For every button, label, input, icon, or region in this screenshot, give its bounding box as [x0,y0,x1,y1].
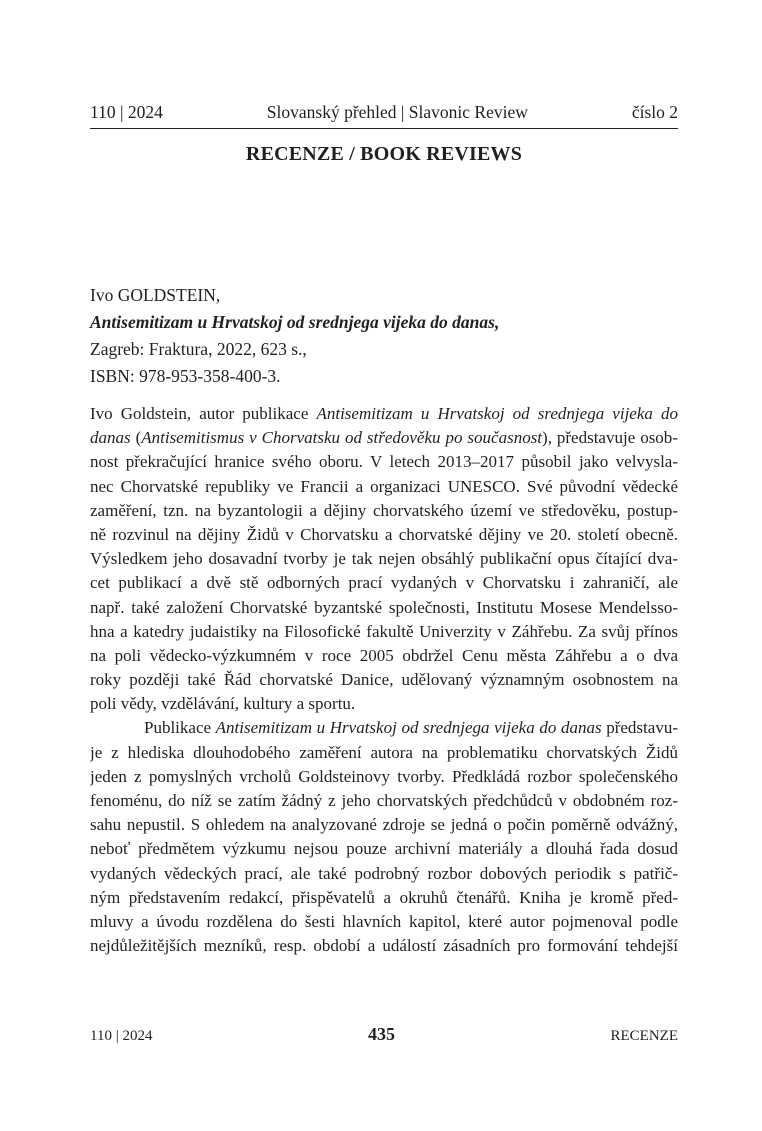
text-line [90,934,678,958]
italic-span: Antisemitismus v Chorvatsku od středověku po současnost [141,428,543,448]
text-line [90,910,678,934]
text-line [90,886,678,910]
book-publisher: Zagreb: Fraktura, 2022, 623 s., [90,339,307,359]
text-line [90,644,678,668]
text-line [90,499,678,523]
section-title: RECENZE / BOOK REVIEWS [245,143,523,165]
text-span: zaměření, tzn. na byzantologii a dějiny chorvatského území ve středověku, postup- [90,500,678,520]
text-line [90,402,678,426]
footer-section: RECENZE [610,1028,678,1044]
text-span: na poli vědecko-výzkumném v roce 2005 obdržel Cenu města Záhřebu a o dva [90,645,678,665]
running-head [90,100,678,129]
text-line [90,668,678,692]
footer-volume: 110 | 2024 [90,1028,153,1044]
text-span: ( [130,428,142,448]
paragraph-1 [90,402,678,716]
text-span: je z hlediska dlouhodobého zaměření autora na problematiku chorvatských Židů [90,742,678,762]
text-span: vydaných vědeckých prací, ale také podrobný rozbor dobových periodik s patřič- [90,863,678,883]
text-line [90,475,678,499]
header-journal: Slovanský přehled | Slavonic Review [266,102,528,122]
text-span: fenoménu, do níž se zatím žádný z jeho chorvatských předchůdců v obdobném roz- [90,791,678,810]
text-span: nost překračující hranice svého oboru. V letech 2013–2017 působil jako velvysla- [90,452,678,472]
text-span: nec Chorvatské republiky ve Francii a organizaci UNESCO. Své původní vědecké [90,476,678,496]
book-author: Ivo GOLDSTEIN, [90,285,221,305]
text-span: ně rozvinul na dějiny Židů v Chorvatsku a chorvatské dějiny ve 20. století obecně. [90,524,678,544]
text-span: představu- [601,718,678,738]
text-line [90,789,678,813]
text-line [90,450,678,474]
text-line [90,620,678,644]
text-span: Publikace [144,718,216,738]
text-line [90,596,678,620]
text-span: jeden z pomyslných vrcholů Goldsteinovy tvorby. Předkládá rozbor společenského [90,766,678,786]
text-line [90,813,678,837]
text-span: hna a katedry judaistiky na Filosofické fakultě Univerzity v Záhřebu. Za svůj přínos [90,621,678,641]
header-issue: číslo 2 [631,102,678,122]
text-span: Výsledkem jeho dosavadní tvorby je tak nejen obsáhlý publikační opus čítající dva- [90,549,678,569]
header-volume: 110 | 2024 [90,102,163,122]
book-isbn: ISBN: 978-953-358-400-3. [90,366,281,386]
italic-span: danas [90,428,131,448]
text-span: ), představuje osob- [542,428,678,448]
text-line [90,523,678,547]
text-line [90,547,678,571]
text-span: Ivo Goldstein, autor publikace [90,404,317,423]
text-line [90,426,678,450]
italic-span: Antisemitizam u Hrvatskoj od srednjega vijeka do danas [215,718,602,738]
text-span: neboť předmětem výzkumu nejsou pouze archivní materiály a dlouhá řada dosud [90,839,678,859]
text-span: např. také založení Chorvatské byzantské společnosti, Institutu Mosese Mendelsso- [90,597,678,617]
text-span: mluvy a úvodu rozdělena do šesti hlavních kapitol, které autor pojmenoval podle [90,911,678,931]
text-line [90,571,678,595]
text-line [90,716,678,740]
text-span: ným představením redakcí, přispěvatelů a okruhů čtenářů. Kniha je kromě před- [90,887,678,907]
text-line [90,837,678,861]
text-span: sahu nepustil. S ohledem na analyzované zdroje se jedná o počin poměrně odvážný, [90,815,678,835]
text-line [90,862,678,886]
text-span: poli vědy, vzdělávání, kultury a sportu. [90,694,356,714]
text-line [90,765,678,789]
review-body [90,402,678,958]
text-line [90,741,678,765]
page-number: 435 [367,1024,395,1044]
text-line [90,692,678,716]
book-title: Antisemitizam u Hrvatskoj od srednjega vijeka do danas, [90,312,500,332]
text-span: nejdůležitějších mezníků, resp. období a událostí zásadních pro formování tehdejší [90,936,678,956]
page-footer [90,1023,678,1047]
bibliographic-entry [90,282,678,390]
text-span: cet publikací a dvě stě odborných prací vydaných v Chorvatsku i zahraničí, ale [90,573,678,593]
italic-span: Antisemitizam u Hrvatskoj od srednjega vijeka do [316,404,678,423]
text-span: roky později také Řád chorvatské Danice, udělovaný významným osobnostem na [90,670,678,690]
paragraph-2 [90,716,678,958]
